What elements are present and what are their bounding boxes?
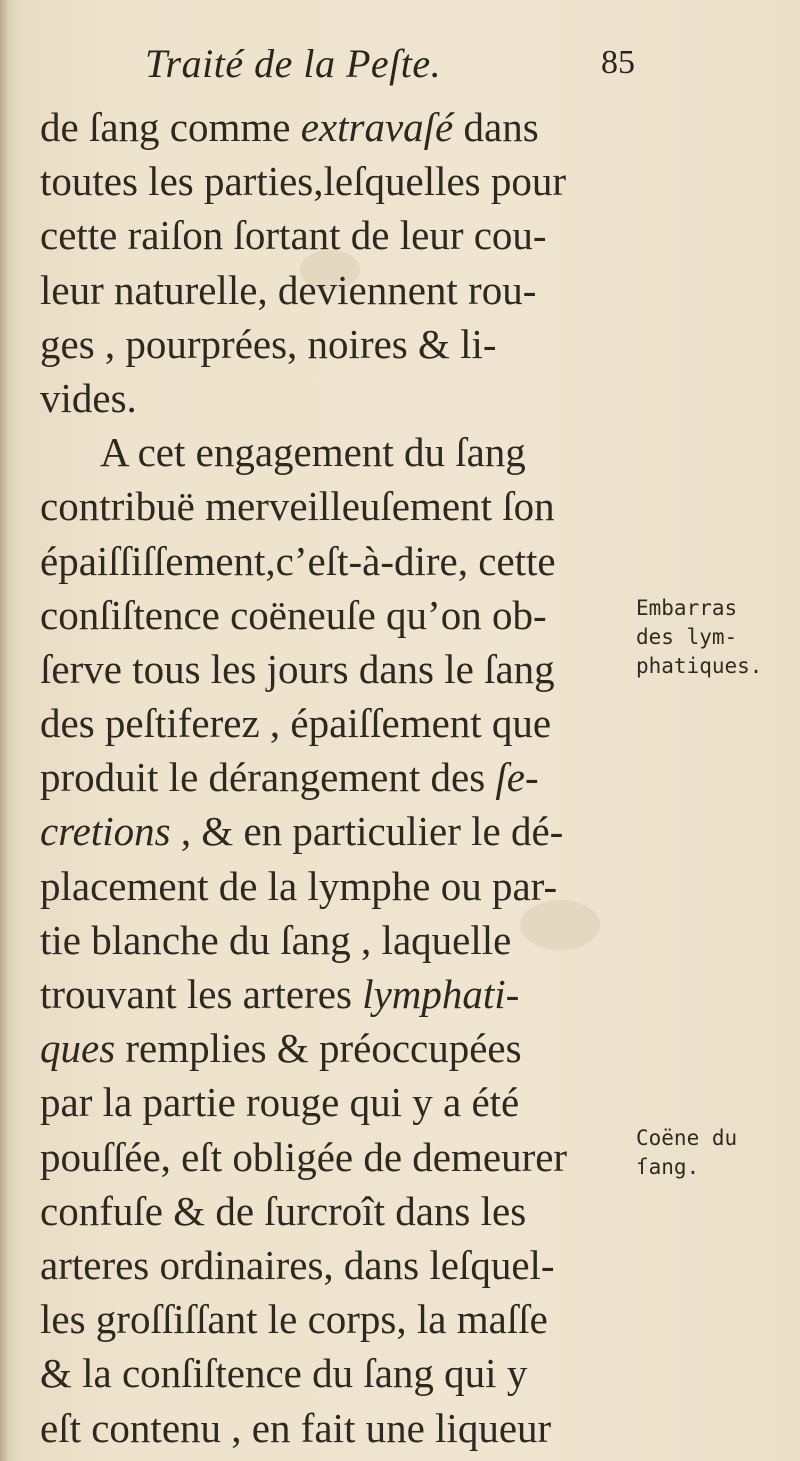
text-line: [40, 967, 606, 1021]
text-segment: leur naturelle, deviennent rou-: [40, 266, 537, 313]
text-segment: arteres ordinaires, dans leſquel-: [40, 1241, 555, 1288]
italic-segment: lymphati-: [362, 971, 520, 1017]
binding-edge: [0, 0, 9, 1461]
italic-segment: ſe-: [495, 754, 539, 801]
text-line: [40, 804, 606, 858]
text-line: [40, 859, 606, 913]
running-title: Traité de la Peſte.: [145, 41, 442, 86]
text-segment: épaiſſiſſement,c’eſt-à-dire, cette: [40, 537, 556, 584]
text-line: [40, 534, 606, 588]
text-line: [40, 154, 606, 208]
text-line: [40, 642, 606, 696]
text-line: [40, 263, 606, 317]
body-text: [40, 100, 606, 1455]
text-segment: conſiſtence coëneuſe qu’on ob-: [40, 591, 547, 638]
margin-note-line: Coëne du: [636, 1126, 738, 1150]
text-segment: , & en particulier le dé-: [170, 808, 564, 855]
text-line: [40, 100, 606, 154]
margin-note: [636, 1124, 796, 1182]
text-line: [40, 1130, 606, 1184]
text-segment: les groſſiſſant le corps, la maſſe: [40, 1296, 548, 1343]
text-line: [40, 425, 606, 479]
text-segment: & la conſiſtence du ſang qui y: [40, 1350, 528, 1397]
text-segment: confuſe & de ſurcroît dans les: [40, 1187, 527, 1234]
text-segment: pouſſée, eſt obligée de demeurer: [40, 1133, 568, 1180]
text-segment: par la partie rouge qui y a été: [40, 1079, 520, 1126]
margin-note: [636, 594, 796, 681]
margin-note-line: ſang.: [636, 1155, 700, 1179]
text-line: [40, 371, 606, 425]
italic-segment: cretions: [40, 808, 171, 855]
page-number: 85: [601, 44, 635, 81]
page-header: [145, 40, 635, 92]
text-line: [40, 750, 606, 804]
text-segment: produit le dérangement des: [40, 754, 496, 801]
text-segment: des peſtiferez , épaiſſement que: [40, 700, 552, 747]
text-segment: tie blanche du ſang , laquelle: [40, 916, 512, 963]
italic-segment: ques: [40, 1025, 116, 1072]
text-segment: placement de la lymphe ou par-: [40, 862, 558, 909]
text-segment: dans: [453, 104, 539, 150]
text-line: [40, 1184, 606, 1238]
text-line: [40, 317, 606, 371]
text-segment: de ſang comme: [40, 104, 301, 150]
text-line: [40, 1346, 606, 1400]
text-line: [40, 479, 606, 533]
margin-note-line: des lym-: [636, 625, 738, 649]
text-line: [40, 1401, 606, 1455]
text-segment: toutes les parties,leſquelles pour: [40, 158, 567, 205]
text-segment: cette raiſon ſortant de leur cou-: [40, 212, 547, 259]
margin-note-line: phatiques.: [636, 654, 763, 678]
text-line: [40, 588, 606, 642]
text-line: [40, 913, 606, 967]
text-segment: ges , pourprées, noires & li-: [40, 320, 497, 367]
text-line: [40, 1075, 606, 1129]
text-line: [40, 208, 606, 262]
text-line: [40, 696, 606, 750]
text-line: [40, 1021, 606, 1075]
text-segment: trouvant les arteres: [40, 971, 363, 1017]
text-segment: remplies & préoccupées: [115, 1025, 522, 1072]
margin-note-line: Embarras: [636, 596, 738, 620]
text-segment: ſerve tous les jours dans le ſang: [40, 645, 555, 692]
text-line: [40, 1292, 606, 1346]
text-line: [40, 1238, 606, 1292]
text-segment: A cet engagement du ſang: [100, 429, 526, 476]
text-segment: contribuë merveilleuſement ſon: [40, 483, 555, 530]
italic-segment: extravaſé: [300, 104, 454, 150]
text-segment: vides.: [40, 374, 137, 421]
text-segment: eſt contenu , en fait une liqueur: [40, 1404, 552, 1451]
